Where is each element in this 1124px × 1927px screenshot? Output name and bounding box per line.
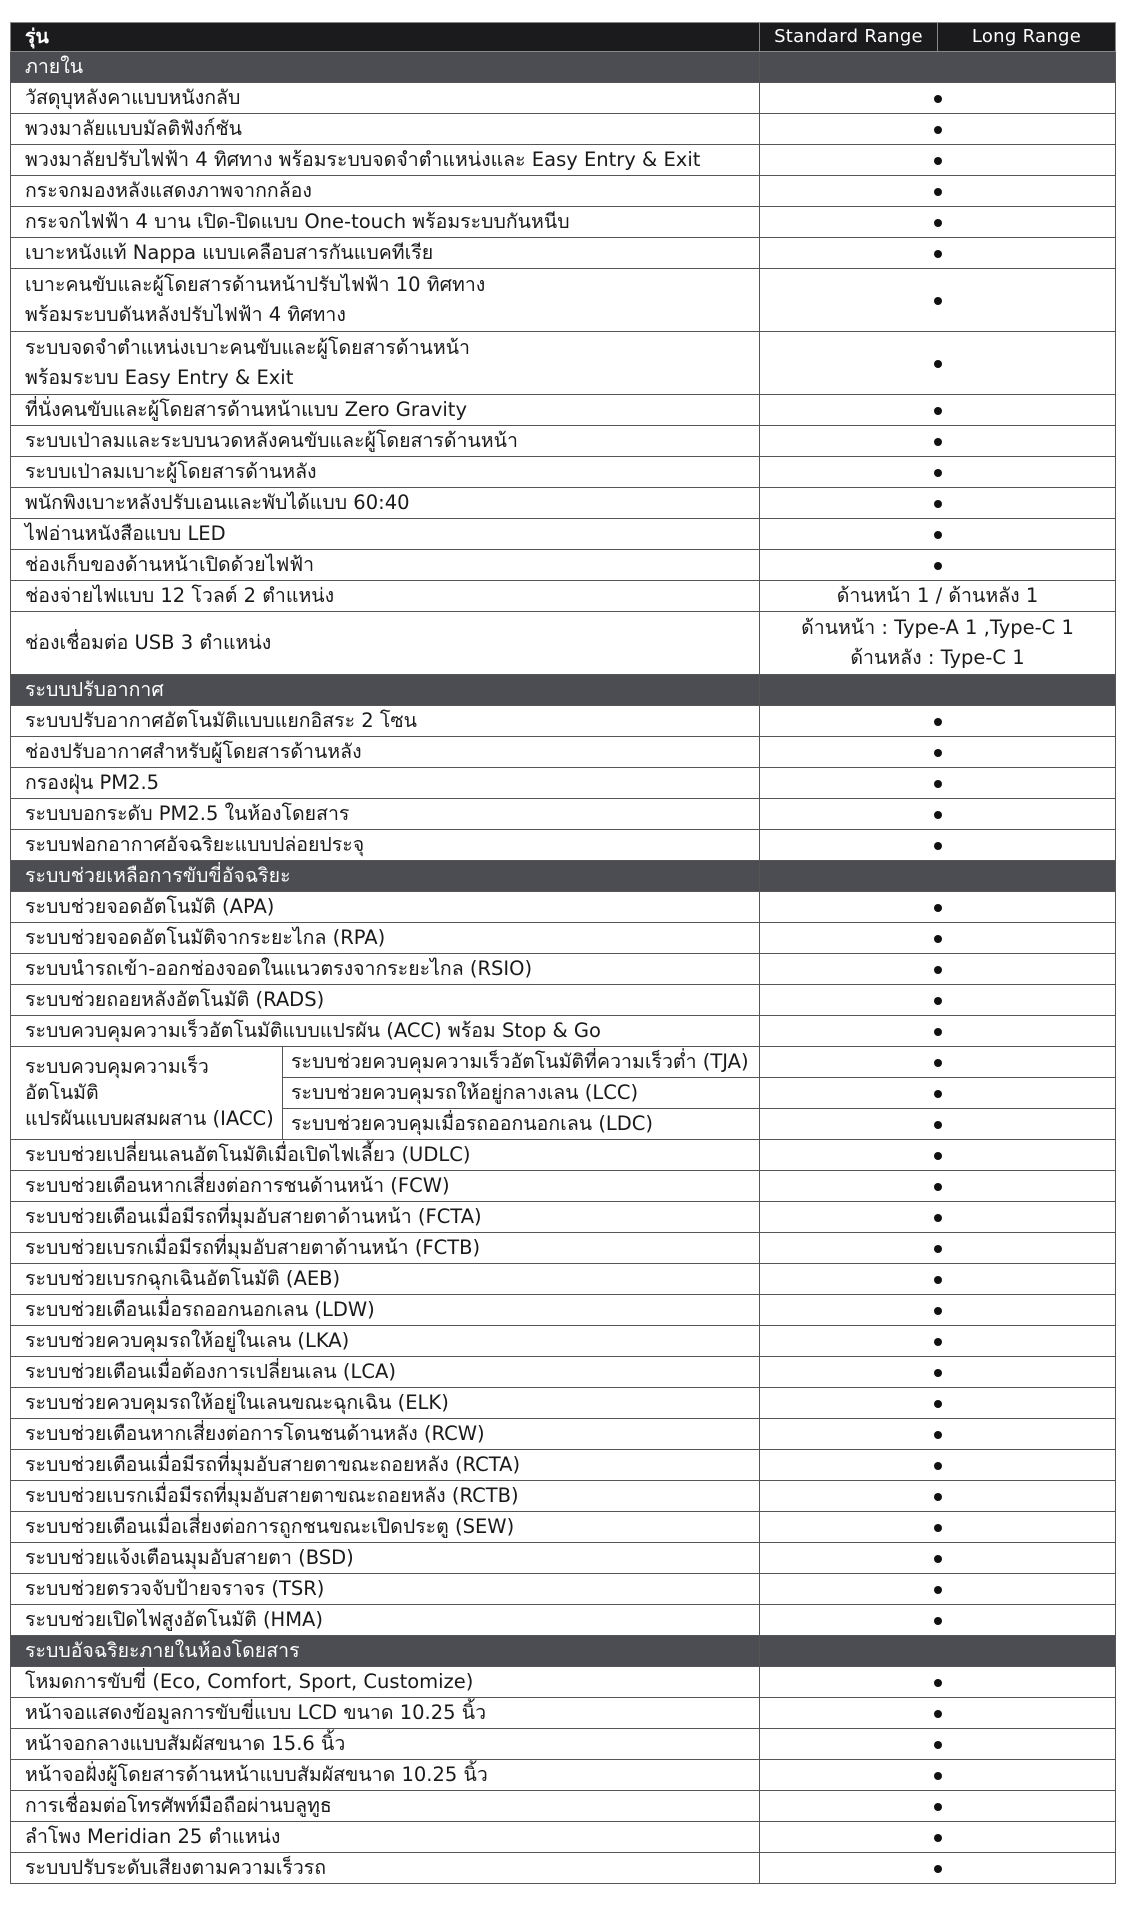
bullet-icon: [934, 1307, 942, 1315]
feature-label: ระบบช่วยควบคุมเมื่อรถออกนอกเลน (LDC): [283, 1109, 760, 1140]
feature-label: ระบบนำรถเข้า-ออกช่องจอดในแนวตรงจากระยะไกล (RSIO): [11, 954, 760, 985]
feature-available: [760, 550, 1116, 581]
feature-available: [760, 395, 1116, 426]
feature-label: หน้าจอฝั่งผู้โดยสารด้านหน้าแบบสัมผัสขนาด 10.25 นิ้ว: [11, 1760, 760, 1791]
feature-label: ระบบเป่าลมและระบบนวดหลังคนขับและผู้โดยสารด้านหน้า: [11, 426, 760, 457]
long-range-header: Long Range: [938, 23, 1116, 52]
feature-available: [760, 1078, 1116, 1109]
feature-available: [760, 1481, 1116, 1512]
bullet-icon: [934, 1772, 942, 1780]
feature-label: ช่องเก็บของด้านหน้าเปิดด้วยไฟฟ้า: [11, 550, 760, 581]
feature-label: ระบบช่วยเตือนเมื่อเสี่ยงต่อการถูกชนขณะเปิดประตู (SEW): [11, 1512, 760, 1543]
feature-available: [760, 1047, 1116, 1078]
table-row: [11, 1047, 1116, 1078]
feature-label: ระบบช่วยเตือนเมื่อต้องการเปลี่ยนเลน (LCA): [11, 1357, 760, 1388]
table-row: [11, 114, 1116, 145]
feature-available: [760, 457, 1116, 488]
feature-available: [760, 954, 1116, 985]
table-row: [11, 768, 1116, 799]
feature-available: [760, 145, 1116, 176]
bullet-icon: [934, 1834, 942, 1842]
feature-label: ที่นั่งคนขับและผู้โดยสารด้านหน้าแบบ Zero Gravity: [11, 395, 760, 426]
bullet-icon: [934, 1741, 942, 1749]
table-row: [11, 1326, 1116, 1357]
bullet-icon: [934, 1617, 942, 1625]
bullet-icon: [934, 1245, 942, 1253]
bullet-icon: [934, 1121, 942, 1129]
table-row: [11, 612, 1116, 675]
feature-available: [760, 207, 1116, 238]
feature-available: [760, 1729, 1116, 1760]
feature-value: ด้านหน้า 1 / ด้านหลัง 1: [760, 581, 1116, 612]
table-row: [11, 706, 1116, 737]
feature-available: [760, 1233, 1116, 1264]
feature-available: [760, 1016, 1116, 1047]
group-label-line: แปรผันแบบผสมผสาน (IACC): [25, 1107, 274, 1130]
table-row: [11, 1791, 1116, 1822]
table-row: [11, 1512, 1116, 1543]
feature-label: ระบบช่วยเบรกเมื่อมีรถที่มุมอับสายตาขณะถอยหลัง (RCTB): [11, 1481, 760, 1512]
feature-label: ระบบช่วยเตือนเมื่อมีรถที่มุมอับสายตาด้านหน้า (FCTA): [11, 1202, 760, 1233]
feature-available: [760, 892, 1116, 923]
section-title: ภายใน: [11, 52, 760, 83]
feature-available: [760, 1822, 1116, 1853]
bullet-icon: [934, 1679, 942, 1687]
feature-available: [760, 519, 1116, 550]
bullet-icon: [934, 1431, 942, 1439]
feature-available: [760, 1760, 1116, 1791]
table-row: [11, 1698, 1116, 1729]
table-row: [11, 1140, 1116, 1171]
table-row: [11, 1481, 1116, 1512]
feature-label: ระบบควบคุมความเร็วอัตโนมัติแบบแปรผัน (ACC) พร้อม Stop & Go: [11, 1016, 760, 1047]
feature-label: ระบบช่วยเบรกฉุกเฉินอัตโนมัติ (AEB): [11, 1264, 760, 1295]
feature-label-line: เบาะคนขับและผู้โดยสารด้านหน้าปรับไฟฟ้า 10 ทิศทาง: [25, 273, 486, 296]
feature-label-line: ระบบจดจำตำแหน่งเบาะคนขับและผู้โดยสารด้านหน้า: [25, 336, 470, 359]
feature-label: ระบบช่วยจอดอัตโนมัติจากระยะไกล (RPA): [11, 923, 760, 954]
table-row: [11, 457, 1116, 488]
feature-label: ระบบช่วยเบรกเมื่อมีรถที่มุมอับสายตาด้านหน้า (FCTB): [11, 1233, 760, 1264]
feature-available: [760, 923, 1116, 954]
feature-label: โหมดการขับขี่ (Eco, Comfort, Sport, Customize): [11, 1667, 760, 1698]
table-row: [11, 550, 1116, 581]
bullet-icon: [934, 935, 942, 943]
bullet-icon: [934, 1710, 942, 1718]
feature-available: [760, 488, 1116, 519]
feature-available: [760, 706, 1116, 737]
bullet-icon: [934, 1059, 942, 1067]
feature-label: พวงมาลัยแบบมัลติฟังก์ชัน: [11, 114, 760, 145]
feature-available: [760, 985, 1116, 1016]
feature-value-line: ด้านหลัง : Type-C 1: [850, 646, 1025, 669]
feature-available: [760, 1605, 1116, 1636]
feature-available: [760, 1419, 1116, 1450]
table-row: [11, 332, 1116, 395]
bullet-icon: [934, 407, 942, 415]
feature-available: [760, 238, 1116, 269]
feature-label: ระบบช่วยควบคุมความเร็วอัตโนมัติที่ความเร็วต่ำ (TJA): [283, 1047, 760, 1078]
table-row: [11, 581, 1116, 612]
section-header: [11, 675, 1116, 706]
feature-available: [760, 1791, 1116, 1822]
feature-label: กระจกไฟฟ้า 4 บาน เปิด-ปิดแบบ One-touch พร้อมระบบกันหนีบ: [11, 207, 760, 238]
feature-label: ระบบช่วยจอดอัตโนมัติ (APA): [11, 892, 760, 923]
table-row: [11, 1760, 1116, 1791]
feature-available: [760, 830, 1116, 861]
bullet-icon: [934, 718, 942, 726]
table-row: [11, 238, 1116, 269]
feature-available: [760, 114, 1116, 145]
table-row: [11, 830, 1116, 861]
feature-available: [760, 1202, 1116, 1233]
table-row: [11, 1171, 1116, 1202]
bullet-icon: [934, 562, 942, 570]
table-row: [11, 799, 1116, 830]
bullet-icon: [934, 1338, 942, 1346]
section-header: [11, 52, 1116, 83]
feature-label: ช่องเชื่อมต่อ USB 3 ตำแหน่ง: [11, 612, 760, 675]
feature-label: ระบบช่วยเตือนหากเสี่ยงต่อการโดนชนด้านหลัง (RCW): [11, 1419, 760, 1450]
table-row: [11, 1822, 1116, 1853]
section-header-fill: [760, 675, 1116, 706]
table-row: [11, 395, 1116, 426]
feature-label: กระจกมองหลังแสดงภาพจากกล้อง: [11, 176, 760, 207]
feature-label: ระบบช่วยควบคุมรถให้อยู่กลางเลน (LCC): [283, 1078, 760, 1109]
bullet-icon: [934, 1152, 942, 1160]
feature-label: ช่องปรับอากาศสำหรับผู้โดยสารด้านหลัง: [11, 737, 760, 768]
bullet-icon: [934, 1493, 942, 1501]
feature-available: [760, 1698, 1116, 1729]
table-row: [11, 488, 1116, 519]
bullet-icon: [934, 531, 942, 539]
table-row: [11, 954, 1116, 985]
feature-label: หน้าจอแสดงข้อมูลการขับขี่แบบ LCD ขนาด 10.25 นิ้ว: [11, 1698, 760, 1729]
feature-available: [760, 737, 1116, 768]
feature-label: ระบบช่วยตรวจจับป้ายจราจร (TSR): [11, 1574, 760, 1605]
table-row: [11, 1016, 1116, 1047]
model-label: รุ่น: [11, 23, 760, 52]
table-row: [11, 1388, 1116, 1419]
bullet-icon: [934, 126, 942, 134]
table-row: [11, 1357, 1116, 1388]
table-row: [11, 737, 1116, 768]
table-row: [11, 83, 1116, 114]
table-row: [11, 426, 1116, 457]
table-header: [11, 23, 1116, 52]
section-title: ระบบอัจฉริยะภายในห้องโดยสาร: [11, 1636, 760, 1667]
feature-label: วัสดุบุหลังคาแบบหนังกลับ: [11, 83, 760, 114]
bullet-icon: [934, 1555, 942, 1563]
table-row: [11, 1574, 1116, 1605]
group-label-line: ระบบควบคุมความเร็วอัตโนมัติ: [25, 1055, 209, 1104]
table-row: [11, 1605, 1116, 1636]
section-title: ระบบช่วยเหลือการขับขี่อัจฉริยะ: [11, 861, 760, 892]
spec-table: [10, 22, 1116, 1884]
feature-label: ระบบช่วยเปลี่ยนเลนอัตโนมัติเมื่อเปิดไฟเลี้ยว (UDLC): [11, 1140, 760, 1171]
feature-label: ระบบเป่าลมเบาะผู้โดยสารด้านหลัง: [11, 457, 760, 488]
bullet-icon: [934, 1462, 942, 1470]
feature-label: ระบบปรับอากาศอัตโนมัติแบบแยกอิสระ 2 โซน: [11, 706, 760, 737]
feature-label: หน้าจอกลางแบบสัมผัสขนาด 15.6 นิ้ว: [11, 1729, 760, 1760]
bullet-icon: [934, 1586, 942, 1594]
feature-label: ระบบช่วยเตือนเมื่อรถออกนอกเลน (LDW): [11, 1295, 760, 1326]
bullet-icon: [934, 1214, 942, 1222]
table-row: [11, 1729, 1116, 1760]
feature-available: [760, 1512, 1116, 1543]
feature-value-line: ด้านหน้า : Type-A 1 ,Type-C 1: [801, 616, 1074, 639]
table-row: [11, 1853, 1116, 1884]
feature-label: เบาะหนังแท้ Nappa แบบเคลือบสารกันแบคทีเรีย: [11, 238, 760, 269]
feature-label: ไฟอ่านหนังสือแบบ LED: [11, 519, 760, 550]
section-header-fill: [760, 1636, 1116, 1667]
bullet-icon: [934, 1400, 942, 1408]
feature-label: ระบบช่วยควบคุมรถให้อยู่ในเลน (LKA): [11, 1326, 760, 1357]
bullet-icon: [934, 95, 942, 103]
table-row: [11, 519, 1116, 550]
feature-available: [760, 176, 1116, 207]
bullet-icon: [934, 1090, 942, 1098]
feature-available: [760, 269, 1116, 332]
feature-label: ระบบช่วยเตือนหากเสี่ยงต่อการชนด้านหน้า (FCW): [11, 1171, 760, 1202]
feature-label-line: พร้อมระบบดันหลังปรับไฟฟ้า 4 ทิศทาง: [25, 303, 346, 326]
bullet-icon: [934, 438, 942, 446]
bullet-icon: [934, 811, 942, 819]
table-row: [11, 1264, 1116, 1295]
bullet-icon: [934, 297, 942, 305]
bullet-icon: [934, 966, 942, 974]
feature-available: [760, 1295, 1116, 1326]
feature-label: พนักพิงเบาะหลังปรับเอนและพับได้แบบ 60:40: [11, 488, 760, 519]
feature-available: [760, 1326, 1116, 1357]
table-row: [11, 176, 1116, 207]
bullet-icon: [934, 1369, 942, 1377]
feature-label: ระบบช่วยถอยหลังอัตโนมัติ (RADS): [11, 985, 760, 1016]
feature-available: [760, 1357, 1116, 1388]
feature-label: ระบบช่วยแจ้งเตือนมุมอับสายตา (BSD): [11, 1543, 760, 1574]
table-row: [11, 1543, 1116, 1574]
table-row: [11, 1233, 1116, 1264]
table-row: [11, 1450, 1116, 1481]
bullet-icon: [934, 469, 942, 477]
section-title: ระบบปรับอากาศ: [11, 675, 760, 706]
feature-available: [760, 426, 1116, 457]
feature-label: ระบบช่วยเปิดไฟสูงอัตโนมัติ (HMA): [11, 1605, 760, 1636]
table-row: [11, 207, 1116, 238]
feature-label: ลำโพง Meridian 25 ตำแหน่ง: [11, 1822, 760, 1853]
feature-available: [760, 1667, 1116, 1698]
bullet-icon: [934, 842, 942, 850]
bullet-icon: [934, 1803, 942, 1811]
bullet-icon: [934, 780, 942, 788]
table-row: [11, 923, 1116, 954]
feature-label: ระบบปรับระดับเสียงตามความเร็วรถ: [11, 1853, 760, 1884]
feature-available: [760, 1264, 1116, 1295]
feature-label: ระบบช่วยควบคุมรถให้อยู่ในเลนขณะฉุกเฉิน (ELK): [11, 1388, 760, 1419]
feature-label: ช่องจ่ายไฟแบบ 12 โวลต์ 2 ตำแหน่ง: [11, 581, 760, 612]
feature-label: [11, 269, 760, 332]
bullet-icon: [934, 188, 942, 196]
feature-label: พวงมาลัยปรับไฟฟ้า 4 ทิศทาง พร้อมระบบจดจำตำแหน่งและ Easy Entry & Exit: [11, 145, 760, 176]
standard-range-header: Standard Range: [760, 23, 938, 52]
feature-available: [760, 1109, 1116, 1140]
feature-label: การเชื่อมต่อโทรศัพท์มือถือผ่านบลูทูธ: [11, 1791, 760, 1822]
feature-available: [760, 768, 1116, 799]
table-row: [11, 1667, 1116, 1698]
feature-available: [760, 1140, 1116, 1171]
table-row: [11, 269, 1116, 332]
bullet-icon: [934, 1028, 942, 1036]
feature-available: [760, 332, 1116, 395]
bullet-icon: [934, 1276, 942, 1284]
bullet-icon: [934, 1183, 942, 1191]
feature-label: ระบบบอกระดับ PM2.5 ในห้องโดยสาร: [11, 799, 760, 830]
table-row: [11, 892, 1116, 923]
feature-label: ระบบช่วยเตือนเมื่อมีรถที่มุมอับสายตาขณะถอยหลัง (RCTA): [11, 1450, 760, 1481]
table-row: [11, 1419, 1116, 1450]
bullet-icon: [934, 904, 942, 912]
section-header-fill: [760, 861, 1116, 892]
feature-label-line: พร้อมระบบ Easy Entry & Exit: [25, 366, 294, 389]
table-row: [11, 1202, 1116, 1233]
bullet-icon: [934, 219, 942, 227]
feature-available: [760, 1171, 1116, 1202]
feature-label: [11, 332, 760, 395]
feature-value: [760, 612, 1116, 675]
feature-available: [760, 1543, 1116, 1574]
bullet-icon: [934, 749, 942, 757]
iacc-group-label: [11, 1047, 283, 1140]
bullet-icon: [934, 360, 942, 368]
section-header: [11, 1636, 1116, 1667]
table-row: [11, 985, 1116, 1016]
table-row: [11, 1295, 1116, 1326]
bullet-icon: [934, 500, 942, 508]
feature-available: [760, 1450, 1116, 1481]
feature-available: [760, 83, 1116, 114]
feature-available: [760, 1574, 1116, 1605]
bullet-icon: [934, 997, 942, 1005]
table-row: [11, 145, 1116, 176]
bullet-icon: [934, 1865, 942, 1873]
feature-available: [760, 799, 1116, 830]
section-header-fill: [760, 52, 1116, 83]
feature-label: ระบบฟอกอากาศอัจฉริยะแบบปล่อยประจุ: [11, 830, 760, 861]
section-header: [11, 861, 1116, 892]
feature-available: [760, 1853, 1116, 1884]
feature-available: [760, 1388, 1116, 1419]
bullet-icon: [934, 1524, 942, 1532]
bullet-icon: [934, 250, 942, 258]
bullet-icon: [934, 157, 942, 165]
feature-label: กรองฝุ่น PM2.5: [11, 768, 760, 799]
